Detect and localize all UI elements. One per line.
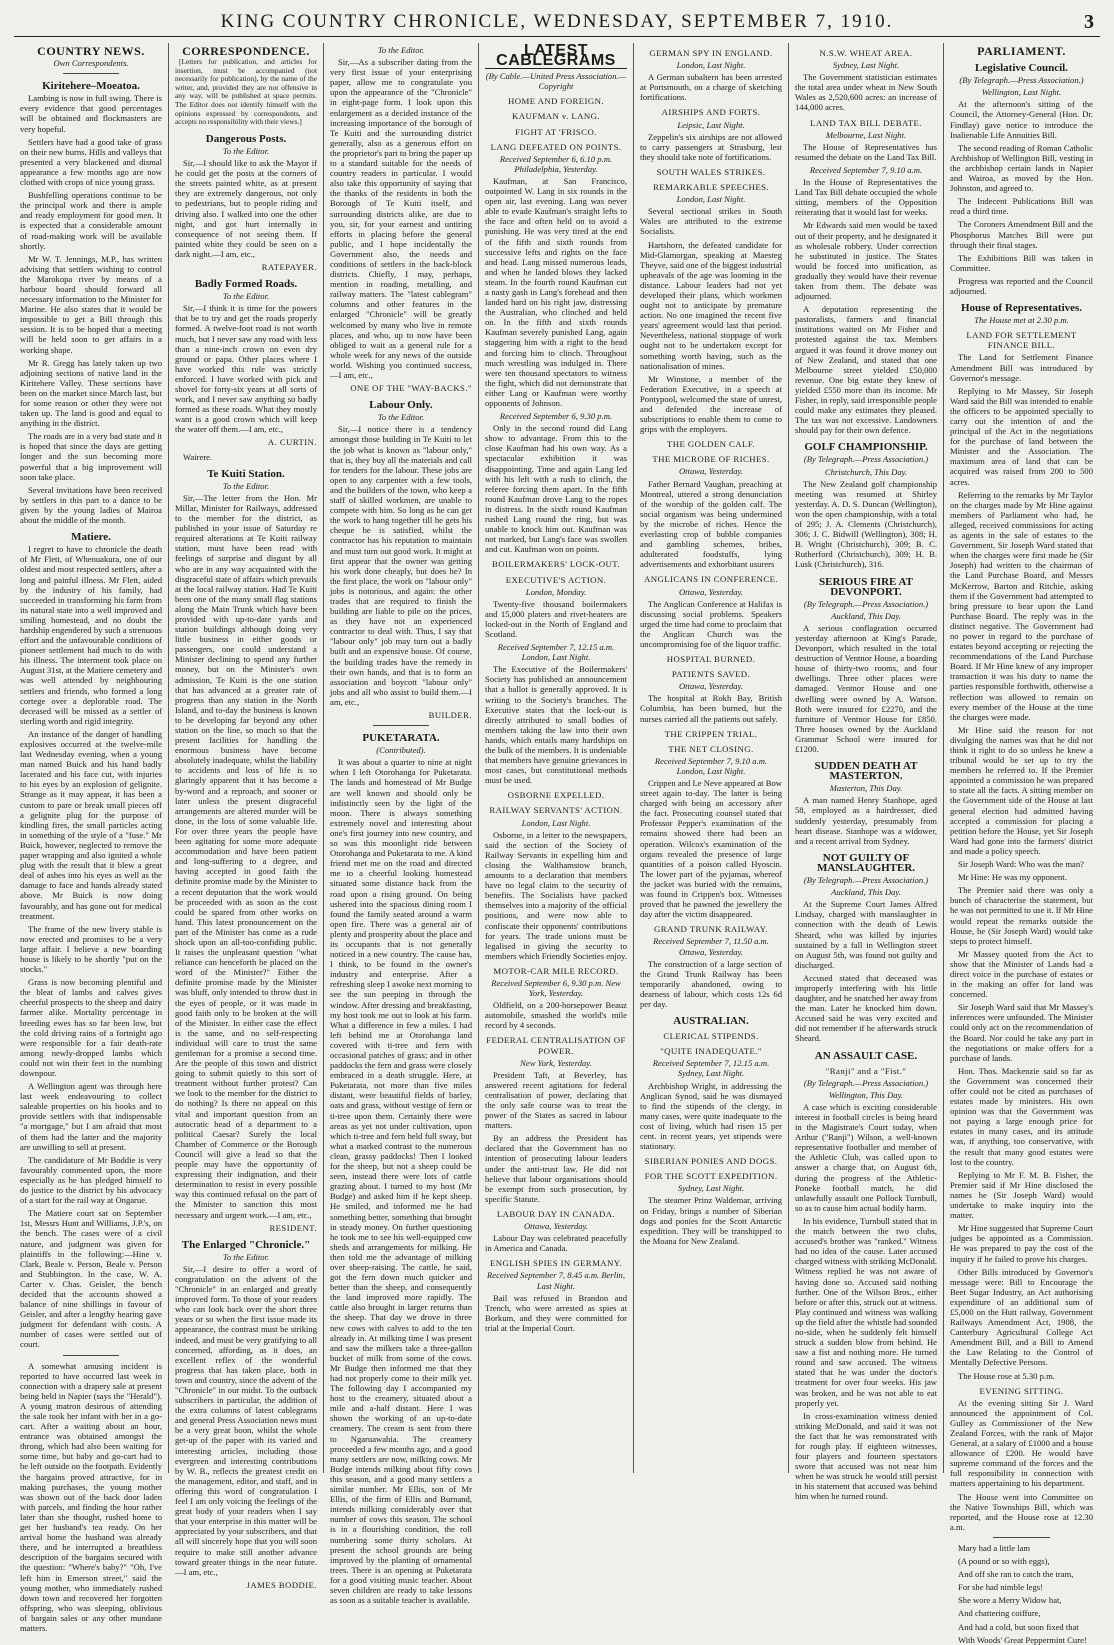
paragraph: The Exhibitions Bill was taken in Committee. [950,252,1093,273]
subheading: PATIENTS SAVED. [671,669,751,680]
paragraph: The roads are in a very bad state and it is hoped that since the days are getting longer and the sun becoming more powerful that a big improvement will soon take place. [20,431,162,482]
subheading: LABOUR DAY IN CANADA. [496,1208,616,1219]
subheading: LANG DEFEATED ON POINTS. [490,141,622,152]
letter-body: Sir,—The letter from the Hon. Mr Millar, Minister for Railways, addressed to the member for the district, as published in your issue of Saturday re required alterations at Te Kuiti railway station, must have been read with feelings of surprise and disgust by all who are in any way acquainted with the disgraceful state of affairs which prevails at the local railway station. Had Te Kuiti been one of the many small flag stations along the Main Trunk which have been provided with up-to-date yards and station buildings although doing very little business in either goods or passengers, one could understand a Minister declining to spend any further money, but on the Minister's own admission, Te Kuiti is the one station that has advanced at a greater rate of progress than any station in the North Island, and to-day the business is known to be developing far beyond any other station on the line, so much so that the present facilities for handling the enormous business have become absolutely inadequate, whilst the liability to accidents and loss of life is so glaringly apparent that it has become a by-word and a reproach, and sooner or later unless the present disgraceful arrangements are altered murder will be done, in the loss of some valuable life. For over three years the people have been agitating for some more adequate accommodation and have been patient and long-suffering to a degree, and having accepted in good faith the definite promise made by the Minister to a recent deputation that the work would be proceeded with as soon as the cost could be spared from other works on hand. This latest pronouncement on the part of the Minister has come as a rude shock upon an all-too-confiding public. It raises the unpleasant question "what reliance can henceforth be placed on the word of the Minister?" Either the definite promise made by the Minister was bluff, only intended to throw dust in the eyes of people, or it was made in good faith only to be broken at the will of the Minister. In either case the effect is the same, and no self-respecting individual will care to trust the same gentleman for a promise a second time. Are the people of this town and district going to submit quietly to this sort of treatment without further protest? Can we look to the member for the district to do nothing? Is there no appeal on this vital and important question from an autocratic head of a department to a political Caesar? Surely the local Chamber of Commerce or the Borough Council will give a lead so that the people may have the opportunity of expressing their indignation, and their determination to resist in every possible way this continued refusal on the part of the Minister to sanction this most necessary and urgent work.—I am, etc., [175,492,317,1220]
paragraph: At the Supreme Court James Alfred Lindsay, charged with manslaughter in connection with the death of Lewis Sheard, who was killed by injuries sustained by a fall in Wellington street on August 5th, was found not guilty and discharged. [795,899,937,970]
divider [373,725,430,726]
paragraph: Archbishop Wright, in addressing the Anglican Synod, said he was dismayed to find the stipends of the clergy, in many cases, were quite inadequate to the cost of living, which had risen 15 per cent. in recent years, yet stipends were stationary. [640,1080,782,1152]
article-heading: NOT GUILTY OF MANSLAUGHTER. [816,851,916,874]
paragraph: Several invitations have been received by settlers in this part to a dance to be given by the young ladies of Mairoa about the middle of the month. [20,484,162,526]
masthead-title: KING COUNTRY CHRONICLE, WEDNESDAY, SEPTEMBER 7, 1910. [220,11,894,32]
letter-body: Sir,—I think it is time for the powers that be to try and get the roads properly formed. A twelve-foot road is not worth much, but I never saw any road with less than a nine-inch crown on even dry ground or papa. Other places where I have worked this rule was strictly enforced. I have worked with pick and shovel for forty-six years at all sorts of work, and I never saw anything so badly formed as these roads. What they mostly want is a good crown which will keep the water off them.—I am, etc., [175,303,317,435]
divider [63,1355,120,1356]
verse-line: With Woods' Great Peppermint Cure! [958,1634,1087,1645]
subheading: THE GOLDEN CALF. [666,439,756,450]
signature-place: Wairere. [183,451,213,462]
dateline: Auckland, This Day. [831,887,901,898]
paragraph: A Wellington agent was through here last week endeavouring to collect saleable properties on his books and to provide settlers with that indispensable "a mortgage," but I am afraid that most of them had the latter and the majority are unwilling to sell at present. [20,1081,162,1152]
dateline: Wellington, Last Night. [981,87,1062,98]
paragraph: The construction of a large section of the Grand Trunk Railway has been temporarily abandoned, owing to dearness of labour, which costs 12s 6d per day. [640,958,782,1009]
subheading: FOR THE SCOTT EXPEDITION. [644,1171,778,1182]
paragraph: The Executive of the Boilermakers' Society has published an announcement that a ballot is generally approved. It is writing to the Society's branches. The Executive states that the lock-out is directly attributed to small bodies of members taking the law into their own hands, which entails many hardships on the bulk of the members. It is undeniable that members have genuine grievances in most cases, but constitutional methods must be used. [485,664,627,786]
verse-line: (A pound or so with eggs), [958,1556,1050,1567]
paragraph: Kaufman, at San Francisco, outpointed W. Lang in six rounds in the open air, last evening. Lang was never able to evade Kaufman's straight lefts to the face and often held on to avoid a punishing. He was very tired at the end of the fifth and sixth rounds from successive lefts and rights on the face and head. Lang missed numerous leads, and when he landed blows they lacked steam. In the fourth round Kaufman cut a nasty gash in Lang's forehead and then landed hard on his right jaw, distressing the Australian, who clinched and held on. In the fifth and sixth rounds Kaufman severely punished Lang, again staggering him with a right to the head and forcing him to clinch. Throughout much wrestling was indulged in. There were ten thousand spectators to witness the fight, which did not demonstrate that either Lang or Kaufman were worthy opponents of Johnson. [485,175,627,408]
subheading: "Ranji" and a "Fist." [825,1065,907,1076]
paragraph: The Land for Settlement Finance Amendment Bill was introduced by Governor's message. [950,352,1093,383]
subheading: SIBERIAN PONIES AND DOGS. [644,1156,778,1167]
verse-line: And off she ran to catch the tram, [958,1569,1074,1580]
dateline: Received September 7, 9.10 a.m. London, Last Night. [654,755,768,776]
page-number: 3 [1084,10,1094,33]
subheading: HOSPITAL BURNED. [666,654,756,665]
paragraph: In the House of Representatives the Land Tax Bill debate occupied the whole sitting, members of the Opposition reiterating that it would last for weeks. [795,177,937,218]
salutation: To the Editor. [222,291,270,302]
subheading: KAUFMAN v. LANG. [512,111,600,122]
paragraph: A deputation representing the pastoralists, farmers and financial institutions waited on Mr Fisher and protested against the tax. Members argued it was found it drove money out of New Zealand, and stated that one Melbourne street yielded £50,000 revenue. One big estate they knew of yielded £550 more than its income. Mr Fisher, in reply, said irresponsible people could make any estimates they pleased. The tax was not excessive. Landowners should pay for their own defence. [795,304,937,436]
masthead [14,8,1100,37]
paragraph: Accused stated that deceased was improperly interfering with his little daughter, and he snatched her away from the man. Later he knocked him down. Accused said he was very excited and did not remember if he afterwards struck Sheard. [795,972,937,1044]
paragraph: Osborne, in a letter to the newspapers, said the section of the Society of Railway Servants in expelling him and closing the Walthamstow branch, amounts to a declaration that members have no legal claim to the security of benefits. The Socialists have packed themselves into a majority of the official positions, and were now able to confiscate their opponents' contributions for years. The trade unions must be legalised in giving the security to members which Friendly Societies enjoy. [485,829,627,961]
paragraph: By an address the President has declared that the Government has no intention of prosecuting labour leaders under the anti-trust law. He did not believe that labour organisations should be exempt from such prosecution, by specific Statute. [485,1133,627,1204]
paragraph: Mr W. T. Jennings, M.P., has written advising that settlers wishing to control the Marokopa river by means of a harbour board should forward all necessary information to the Minister for Marine. He also states that it would be impossible to get a Bill through this session. It is to be hoped that a meeting will be held soon to get affairs in a working shape. [20,253,162,355]
paragraph: In his evidence, Turnbull stated that in the match between the two clubs, accused's brother was "ranked." Witness had no idea of the cause. Later accused charged witness with striking McDonald. Witness replied he was not aware of having done so. Accused said nothing further. One of the Wilson Bros., either before or after this, struck out at witness. Play continued and witness was walking up the field after the whistle had sounded no-side, when he suddenly felt himself struck a sudden blow from behind. He saw a fist and nothing more. He turned round and saw accused. The witness stated that he was under the doctor's treatment for over four weeks. His jaw was broken, and he was not able to eat properly yet. [795,1215,937,1408]
paragraph: Replying to Mr Massey, Sir Joseph Ward said the Bill was intended to enable the officers to be appointed specially to carry out the intention of and the principal of the Act in the negotiations for the purchase of land between the Minister and the Association. The maximum area of land that can be acquired was raised from 200 to 500 acres. [950,385,1093,487]
column-parliament [944,43,1099,1645]
paragraph: Replying to Mr F. M. B. Fisher, the Premier said if Mr Hine disclosed the names he (Sir Joseph Ward) would undertake to make inquiry into the matter. [950,1169,1093,1221]
signature: RESIDENT. [269,1222,317,1233]
paragraph: Mr Hine said the reason for not divulging the names was that he did not think it right to do so unless he knew a tribunal would be set up to try the members he referred to. If the Premier appointed a commission he was prepared to state all the facts. A sitting member on the Government side of the House at last general election had admitted having accepted a commission for placing a petition before the House, yet Sir Joseph Ward had gone into the farmers' district and made a policy speech. [950,724,1093,856]
verse-line: And chattering coiffure, [958,1608,1041,1619]
verse-line: Mary had a little lam [958,1542,1031,1553]
paragraph: Twenty-five thousand boilermakers and 15,000 platers and rivet-heaters are locked-out in the North of England and Scotland. [485,598,627,639]
paragraph: Other Bills introduced by Governor's message were: Bill to Encourage the Beet Sugar Industry, an Act authorising expenditure of an additional sum of £5,000 on the Hutt railway, Government Railways Amendment Act, 1908, the Canterbury Agricultural College Act Amendment Bill, and a Bill to Amend the Law Relating to the Control of Mentally Defective Persons. [950,1266,1093,1368]
paragraph: Mr Winstone, a member of the Federation Executive, in a speech at Pontypool, welcomed the state of unrest, and defended the increase of subscriptions to enable them to come to grips with the employers. [640,373,782,435]
dateline: Received September 6, 6.10 p.m. Philadelphia, Yesterday. [499,153,613,174]
subheading: RAILWAY SERVANTS' ACTION. [489,805,623,816]
article-heading: SERIOUS FIRE AT DEVONPORT. [819,575,913,598]
paragraph: Sir Joseph Ward said that Mr Massey's inferences were unfounded. The Minister could only act on the recommendation of the Board. Nor could he take any part in the negotiations or make offers for a purchase of lands. [950,1002,1093,1063]
salutation: To the Editor. [222,480,270,491]
dateline: Ottawa, Yesterday. [523,1221,589,1232]
verse-line: And had a cold, but soon fixed that [958,1621,1079,1632]
salutation: To the Editor. [222,145,270,156]
dateline: Masterton, This Day. [829,783,903,794]
paragraph: At the evening sitting Sir J. Ward announced the appointment of Col. Gulley as Commissioner of the New Zealand Forces, with the rank of Major General, at a salary of £1000 and a house allowance of £200. He would have supreme command of the forces and the full responsibility in connection with matters appertaining to his department. [950,1397,1093,1489]
paragraph: The Government statistician estimates the total area under wheat in New South Wales as 2,520,600 acres: an increase of 144,000 acres. [795,72,937,113]
byline: Own Correspondents. [53,58,129,69]
column-grid [14,42,1100,1645]
dateline: Sydney, Last Night. [832,60,900,71]
signature: BUILDER. [428,710,472,720]
signature: A. CURTIN. [267,437,317,448]
divider [993,1537,1050,1538]
subheading: THE MICROBE OF RICHES. [652,454,770,465]
article-heading: SUDDEN DEATH AT MASTERTON. [814,760,918,783]
dateline: Received September 7, 12.15 a.m. Sydney, Last Night. [652,1058,770,1079]
paragraph: Lambing is now in full swing. There is every evidence that good percentages will be obtained and flockmasters are very hopeful. [20,93,162,134]
subheading: CLERICAL STIPENDS. [663,1031,759,1042]
paragraph: A man named Henry Stanhope, aged 58, employed as a hairdresser, died suddenly yesterday, presumably from heart disease. Stanhope was a widower, and a recent arrival from Sydney. [795,795,937,846]
article-heading: Matiere. [71,531,111,544]
section-heading: COUNTRY NEWS. [37,44,145,58]
dateline: Received September 7, 12.15 a.m. London, Last Night. [497,642,615,663]
paragraph: Bushfelling operations continue to be the principal work and there is ample and ready employment for good men. It is expected that a considerable amount of road-making work will be available shortly. [20,190,162,251]
dateline: London, Last Night. [676,60,746,71]
byline: (Contributed). [376,745,426,756]
paragraph: A serious conflagration occurred yesterday afternoon at King's Parade, Devonport, which resulted in the total destruction of Ventnor House, a boarding house of thirty-two rooms, and four dwellings. Three other places were damaged. Ventnor House and one dwelling were owned by A. Watson. Both were insured for £2270, and the furniture of Ventnor House for £850. Three houses owned by the Auckland Grammar School were insured for £1200. [795,622,937,754]
paragraph: Referring to the remarks by Mr Taylor on the charges made by Mr Hine against members of Parliament who had, he alleged, received commissions for acting as agents in the sale of estates to the Government, Sir Joseph Ward stated that when the charges were first made he (Sir Joseph) had written to the chairman of the Land Purchase Board, and Messrs McKerrow, Barton and Ritchie, asking them if the Government had attempted to bring pressure to bear upon the Land Purchase Board. The reply was in the distinct negative. The Government had no power in regard to the purchase of estates beyond accepting or rejecting the recommendations of the Land Purchase Board. If Mr Hine knew of any improper transaction it was his duty to name the parties responsible forthwith, otherwise a reflection was allowed to remain on every member of the House at the time the charges were made. [950,489,1093,722]
verse-line: For she had nimble legs! [958,1582,1043,1593]
letter-heading: The Enlarged "Chronicle." [181,1238,311,1251]
letter-heading: Te Kuiti Station. [207,467,285,480]
paragraph: The steamer Prinz Waldemar, arriving on Friday, brings a number of Siberian dogs and ponies for the Scott Antarctic expedition. They will be transhipped to the Moana for New Zealand. [640,1195,782,1246]
letter-heading: Badly Formed Roads. [194,278,298,291]
paragraph: The hospital at Rokh Bay, British Columbia, has been burned, but the nurses carried all the patients out safely. [640,693,782,724]
letter-body: Sir,—As a subscriber dating from the very first issue of your enterprising paper, allow me to congratulate you upon the appearance of the "Chronicle" in eight-page form. I look upon this enlargement as a decided instance of the increasing importance of the borough of Te Kuiti and the surrounding district generally, also as a generous effort on the proprietor's part to bring the paper up to a standard suitable for the needs of country readers in particular. I would also take this opportunity of saying that the thanks of the residents in both the Borough of Te Kuiti itself, and surrounding districts alike, are due to you, sir, for your earnest and untiring efforts in placing before the general public, and I hope incidentally the Government also, the needs and conditions of settlers in the back-block districts. Chiefly, I may, perhaps, mention in roading, metalling, and railway matters. The "latest cablegram" columns and other features in the enlarged "Chronicle" will be greatly welcomed by many who live in remote places, and who, up to now have been obliged to wait as a general rule for a whole week for any news of the outside world. Wishing you continued success,—I am, etc., [330,57,472,380]
article-heading: House of Representatives. [960,302,1083,315]
paragraph: Labour Day was celebrated peacefully in America and Canada. [485,1233,627,1254]
paragraph: The candidature of Mr Boddie is very favourably commented upon, the more especially as he has pledged himself to do justice to the district by his advocacy of a start for the rail way at Ongarue. [20,1154,162,1206]
byline: (By Telegraph.—Press Association.) [803,1077,929,1088]
column-cablegrams-continued [634,43,789,1473]
section-heading: LATEST CABLEGRAMS [485,46,627,69]
subheading: EVENING SITTING. [979,1385,1064,1396]
paragraph: Mr Hine: He was my opponent. [958,872,1067,883]
section-heading: AUSTRALIAN. [673,1015,749,1028]
dateline: Wellington, This Day. [828,1089,904,1100]
salutation: To the Editor. [377,45,425,55]
paragraph: The Matiere court sat on September 1st, Messrs Hunt and Williams, J.P.'s, on the bench. The cases were of a civil nature, and judgment was given for plaintiffs in the following:—Hine v. Clark, Beale v. Person, Beale v. Person and Stubbington. In the case, W. A. Carter v. Chas. Geisler, the bench decided that the accounts showed a balance of nine shillings in favour of Geisler, and after a lengthy hearing gave judgment for defendant with costs. A number of cases were settled out of court. [20,1208,162,1350]
subheading: ENGLISH SPIES IN GERMANY. [489,1258,623,1269]
dateline: Auckland, This Day. [831,610,901,621]
paragraph: Oldfield, on a 200-horsepower Beauz automobile, smashed the world's mile record by 4 seconds. [485,1000,627,1031]
paragraph: The Anglican Conference at Halifax is discussing social problems. Speakers urged the time had come to proclaim that the Anglican Church was the uncompromising foe of the liquor traffic. [640,598,782,649]
dateline: Received September 7, 11.50 a.m. Ottawa, Yesterday. [653,936,769,957]
subheading: LAND TAX BILL DEBATE. [810,117,922,128]
section-heading: PARLIAMENT. [977,44,1066,58]
salutation: To the Editor. [377,412,425,423]
subheading: MOTOR-CAR MILE RECORD. [493,965,619,976]
byline: (By Cable.—United Press Association.—Copyright [485,71,627,92]
paragraph: Father Bernard Vaughan, preaching at Montreal, uttered a strong denunciation of the worship of the golden calf. The social organism was being undermined by the microbe of riches. Hence the everlasting crop of bubble companies and gambling schemes, bribes, adulterated foodstuffs, lying advertisements and exhorbitant usurers [640,478,782,570]
subheading: REMARKABLE SPEECHES. [652,182,770,193]
paragraph: Mr Hine suggested that Supreme Court judges be appointed as a Commission. He was prepared to pay the cost of the inquiry if he failed to prove his charges. [950,1223,1093,1264]
divider [63,73,120,74]
paragraph: Progress was reported and the Council adjourned. [950,275,1093,296]
column-correspondence [169,43,324,1590]
paragraph: Hartshorn, the defeated candidate for Mid-Glamorgan, speaking at Maesteg Theyve, said one of the biggest industrial upheavals of the age was looming in the distance. Labour leaders had not yet developed their plans, which workmen ought not to anticipate by premature action. No one imagined the recent five years' agreement would last that period. Nevertheless, national stoppage of work ought not to be undertaken except for something worth having, such as the nationalisation of mines. [640,239,783,371]
subheading: FIGHT AT 'FRISCO. [515,126,597,137]
paragraph: The New Zealand golf championship meeting was resumed at Shirley yesterday. A. D. S. Duncan (Wellington), won the open championship, with a total of 295; J. A. Clements (Christchurch), 306; J. C. Bidwill (Wellington), 308; H. B. Wright (Christchurch), 309; B. C. Rutherford (Christchurch), 309; H. B. Lusk (Christchurch), 316. [795,478,937,570]
subheading: THE NET CLOSING. [668,743,754,754]
newspaper-page [14,8,1100,1645]
byline: (By Telegraph.—Press Association.) [803,875,929,886]
paragraph: Settlers have had a good take of grass on their new burns. Hills and valleys that presented a very blackened and dismal appearance a few months ago are now clothed with crops of nice young grass. [20,136,162,188]
paragraph: I regret to have to chronicle the death of Mr Flett, of Whenuakura, one of our oldest and most respected settlers, after a long and painful illness. Mr Flett, aided by the industry of his family, had succeeded in transforming his farm from its natural state into a well improved and smiling homestead, and no doubt the hardship engendered by such a strenuous effort and the unfavourable conditions of pioneer settlement had much to do with his illness. The interment took place on August 31st, at the Matiere cemetery and was well attended by neighbouring settlers and friends, who formed a long cortege over a deplorable road. The deceased will be missed as a settler of sterling worth and rigid integrity. [20,544,162,726]
byline: (By Telegraph.—Press Association.) [803,454,929,465]
dateline: Melbourne, Last Night. [825,129,907,140]
byline: (By Telegraph.—Press Association.) [803,598,929,609]
subheading: HOME AND FOREIGN. [508,96,604,107]
article-heading: Kiritehere–Moeatoa. [42,80,140,93]
dateline: Received September 6, 9.30 p.m. New York, Yesterday. [491,977,621,999]
subheading: LAND FOR SETTLEMENT FINANCE BILL. [966,330,1077,351]
subheading: BOILERMAKERS' LOCK-OUT. [492,559,620,570]
subheading: GRAND TRUNK RAILWAY. [654,924,768,935]
dateline: Ottawa, Yesterday. [678,586,744,597]
paragraph: President Taft, at Beverley, has answered recent agitations for federal centralisation of power, declaring that the only safe course was to treat the power of the States as sacred in labour matters. [485,1069,627,1131]
column-country-news [14,43,169,1633]
editorial-note: [Letters for publication, and articles for insertion, must be accompanied (not necessarily for publication), by the name of the writer, and, provided they are not offensive in any way, will be published at space permits. The Editor does not identify himself with the opinions expressed by correspondents, and accepts no responsibility with their views.] [175,57,317,127]
paragraph: The frame of the new livery stable is now erected and promises to be a very large affair. I believe a new boarding house is likely to be shortly "put on the stocks." [20,923,162,975]
paragraph: The House rose at 5.30 p.m. [958,1370,1055,1381]
paragraph: In cross-examination witness denied striking McDonald, and said it was not the fact that he was remonstrated with for rough play. If eighteen witnesses, four players and fourteen spectators swore that accused was not near him when he was struck he would still persist in his statement that accused was behind him when he turned round. [795,1410,937,1502]
paragraph: An instance of the danger of handling explosives occurred at the twelve-mile last Wednesday evening, when a young man named Buick and his hand badly lacerated and his face cut, with injuries to his eyes by an explosion of gelignite. Strange as it may appear, it has been a custom to pare or break small pieces off a gelignite plug for the purpose of kindling fires, the small particles acting in something of the style of a "fuse." Mr Buick, however, neglected to remove the paper wrapping and also ignited a whole plug with the result that it blew a great deal of ashes into his eyes as well as the damage to face and hands already stated above. Mr Buick is now doing favourably, and has gone out for medical treatment. [20,728,162,921]
subheading: EXECUTIVE'S ACTION. [505,574,607,585]
dateline: The House met at 2.30 p.m. [974,315,1069,326]
dateline: New York, Yesterday. [520,1057,592,1068]
paragraph: A case which is exciting considerable interest in football circles is being heard in the Magistrate's Court today, when Arthur ("Ranji") Wilson, a well-known representative footballer and member of the Athletic Club, was called upon to answer a charge that, on August 6th, during the progress of the Athletic-Poneke football match, he did unlawfully assault one Pollock Turnbull, so as to cause him actual bodily harm. [795,1101,937,1213]
section-heading: CORRESPONDENCE. [182,44,310,58]
paragraph: Only in the second round did Lang show to advantage. From this to the close Kaufman had his own way. As a spectacular exhibition it was disappointing. Time and again Lang led with his left with a rush to clinch, the referee forcing them apart. In the fifth round Kaufman drove Lang to the ropes in distress. In the sixth round Kaufman rushed Lang round the ring, but was unable to knock him out. Kaufman was not marked, but Lang's face was swollen and cut. Kaufman won on points. [485,423,627,555]
subheading: AIRSHIPS AND FORTS. [661,107,761,118]
paragraph: The House of Representatives has resumed the debate on the Land Tax Bill. [795,141,937,162]
subheading: SOUTH WALES STRIKES. [656,166,766,177]
dateline: London, Monday. [525,586,587,597]
dateline: Received September 7, 9.10 a.m. [809,164,923,175]
paragraph: Crippen and Le Neve appeared at Bow street again to-day. The latter is being charged with being an accessory after the fact. Prosecuting counsel stated that Professor Pepper's examination of the remains showed there had been an operation. Wilcox's examination of the organs revealed the presence of large quantities of a poison called Hyoscin. The lower part of the pyjamas, whereof the jacket was buried with the remains, was found in Crippen's box. Witnesses proved that he pawned the jewellery the day after the victim disappeared. [640,778,782,920]
subheading: THE CRIPPEN TRIAL. [664,728,758,739]
paragraph: Sir Joseph Ward: Who was the man? [958,859,1084,870]
signature: JAMES BODDIE. [246,1579,317,1590]
verse-line: She wore a Merry Widow hat, [958,1595,1062,1606]
subheading: N.S.W. WHEAT AREA. [819,48,913,58]
dateline: Leipsic, Last Night. [677,119,745,130]
column-telegraph-news [789,43,944,1502]
dateline: Received September 6, 9.30 p.m. [499,411,613,422]
article-heading: AN ASSAULT CASE. [814,1049,918,1062]
dateline: Ottawa, Yesterday. [678,466,744,477]
subheading: "QUITE INADEQUATE." [660,1046,762,1057]
signature: ONE OF THE "WAY-BACKS." [350,383,472,394]
signature: RATEPAYER. [261,261,317,272]
paragraph: Grass is now becoming plentiful and the bleat of lambs and calves gives cheerful prospects to the sheep and dairy farmer alike. Mortality percentage in breeding ewes has so far been low, but the cold driving rains of a fortnight ago were responsible for a fair death-rate among newly-dropped lambs which could not win their feet in the numbing downpour. [20,977,162,1078]
dateline: Ottawa, Yesterday. [678,681,744,692]
paragraph: Mr R. Gregg has lately taken up two adjoining sections of native land in the Kiritehere Valley. These sections have been on the market since March last, but for some reason or other they were not taken up. The land is good and equal to anything in the district. [20,357,162,429]
dateline: Received September 7, 8.45 a.m. Berlin, Last Night. [487,1270,625,1291]
dateline: London, Last Night. [676,194,746,205]
letter-body: Sir,—I notice there is a tendency amongst those building in Te Kuiti to let the job what is known as "labour only," that is, they buy all the materials and call for tenders for the labour. These jobs are open to any carpenter with a few tools, and the builders of the town, who keep a staff of skilled workmen, are unable to compete with him. So long as he can get the work to hang together till he gets his cheque he is satisfied, whilst the contractor has his reputation to maintain and must turn out good work. It might at first appear that the owner was getting his work done cheaply, but does he? In the first place, the work on "labour only" jobs is notorious, and again: the other trades that are required to finish the building are liable to pile on the prices, as they have not an experienced contractor to deal with. Thus, I say that "labour only" job may turn out a badly built and an expensive house. Of course, the building trades have the remedy in their own hands, and that is to form an association and boycott "labour only" jobs and all who assist to build them.—I am, etc., [330,424,472,707]
paragraph: Several sectional strikes in South Wales are attributed to the extreme Socialists. [640,206,782,237]
subheading: GERMAN SPY IN ENGLAND. [649,48,773,58]
paragraph: Bail was refused in Brandon and Trench, who were arrested as spies at Borkum, and they were committed for trial at the Imperial Court. [485,1292,627,1333]
article-heading: PUKETARATA. [362,732,440,745]
paragraph: The Indecent Publications Bill was read a third time. [950,196,1093,217]
paragraph: The Coroners Amendment Bill and the Phosphorus Matches Bill were put through their final stages. [950,219,1093,250]
dateline: Christchurch, This Day. [824,466,908,477]
paragraph: Hon. Thos. Mackenzie said so far as the Government was concerned their offer could not be cited as purchases of estates made by ministers. His own opinion was that the Government was not paying a large enough price for estates in many cases, and its attitude was, if anything, too conservative, with the result that many good estates were lost to the country. [950,1065,1093,1167]
letter-heading: Labour Only. [369,399,433,412]
paragraph: The second reading of Roman Catholic Archbishop of Wellington Bill, vesting in the archbishop certain lands in Napier and Wairoa, as moved by the Hon. Johnston, and agreed to. [950,142,1093,194]
paragraph: The House went into Committee on the Native Townships Bill, which was reported, and the House rose at 12.30 a.m. [950,1491,1093,1532]
paragraph: The Premier said there was only a bunch of characterise the statement, but he was not permitted to use it. If Mr Hine would repeat the remarks outside the House, he (Sir Joseph Ward) would take steps to protect himself. [950,885,1093,946]
column-letters-puketarata [324,43,479,1606]
subheading: ANGLICANS IN CONFERENCE. [644,574,778,585]
paragraph: Mr Edwards said men would be taxed out of their property, and he designated it as wholesale robbery. Under correction he substituted in justice. The States would be forced into unification, as gradually they would have their revenue taken from them. The debate was adjourned. [795,220,937,302]
salutation: To the Editor. [222,1251,270,1262]
paragraph: At the afternoon's sitting of the Council, the Attorney-General (Hon. Dr. Findlay) gave notice to introduce the Inalienable Life Annuities Bill. [950,99,1093,140]
dateline: Sydney, Last Night. [677,1183,745,1194]
subheading: FEDERAL CENTRALISATION OF POWER. [486,1035,626,1056]
subheading: OSBORNE EXPELLED. [507,790,605,801]
paragraph: A somewhat amusing incident is reported to have occurred last week in connection with a drapery sale at present being held in Napier (says the "Herald"). A young matron desirous of attending the sale took her infant with her in a go-cart. After a waiting about an hour, entrance was obtained amongst the throng, which had also been waiting for some time, but baby and go-cart had to be left outside on the footpath. Evidently the bargains proved attractive, for in making purchases, the young mother was shown out of the back door laden with parcels, and finding the hour rather later than she thought, rushed home to get her husband's tea ready. On her arrival home the husband was already there, and he interrupted a breathless description of the bargains secured with the question: "Where's baby?" "Oh, I've left him in Emerson street," said the young mother, who immediately rushed down town and recovered her forgotten offspring, who was sleeping, oblivious of bargain sales or any other mundane matters. [20,1360,162,1633]
paragraph: Zeppelin's six airships are not allowed to carry passengers at Strasburg, lest they should take note of fortifications. [640,131,782,162]
paragraph: It was about a quarter to nine at night when I left Otorohanga for Puketarata. The lands and homestead of Mr Budge are well known and should only be indistinctly seen by the light of the moon. There is always something extremely novel and interesting about one's first journey into new country, and so was this moonlight ride between Otorohanga and Puketarata to me. A kind friend met me on the road and directed me to a cheerful looking homestead situated some distance back from the road upon a rising ground. On being ushered into the spacious dining room I found the family seated around a warm open fire. There was a general air of plenty and prosperity about the place and its occupants that is not generally noticed in a new country. The cause has, I think, to be found in the owner's industry and enterprise. After a refreshing sleep I awoke next morning to see the sun peeping in through the window. After dressing and breakfasting, my host took me out to look at his farm. What a difference in few a miles. I had left behind me at Otorohanga land covered with ti-tree and fern with occasional patches of grass; and in other paddocks the fern and grass were closely embraced in a death struggle. Here, at Puketarata, not more than five miles distant, were beautiful fields of barley, oats and grass, without vestige of fern or ti-tree upon them. Certainly there were areas as yet not under cultivation, upon which ti-tree and fern held full sway, but what a marked contrast to the numerous clean, grassy paddocks! Then I looked for the sheep, but not a sheep could be seen, instead there were lots of cattle grazing about. I turned to my host (Mr Budge) and asked him if he kept sheep. He smiled, and informed me he had something better, something that brought in steady money. On further questioning he took me to see his well-equipped cow sheds and arrangements for milking. He then told me the advantage of milking over sheep-raising. The cattle, he said, got the fern down much quicker and better than the sheep, and consequently the land improved more rapidly. The cattle also brought in larger returns than the sheep. That day we drove in three new cows with calves to add to the ten already in. At milking time I was present and saw the milkers take a three-gallon bucket of milk from some of the cows. Mr Budge then informed me that they had not properly come to their milk yet. The following day I accompanied my host to the creamery, situated about a mile and a-half distant. Here I was shown the working of an up-to-date creamery. The cream is sent from there to Ngaruawahia. The creamery proceeded a few months ago, and a good many settlers are now, milking cows. Mr Budge intends milking about fifty cows this season, and a good many settlers a similar number. Mr Ellis, son of Mr Ellis, of the firm of Ellis and Burnand, intends milking considerably over that number of cows this season. The school is in a flourishing condition, the roll numbering some thirty scholars. At present the school grounds are being improved by the planting of ornamental trees. There is an opening at Puketarata for a good visiting music teacher. About seven children are ready to take lessons as soon as a suitable teacher is available. [330,757,473,1606]
column-latest-cablegrams [479,43,634,1473]
byline: (By Telegraph.—Press Association.) [959,75,1084,86]
article-heading: GOLF CHAMPIONSHIP. [804,441,928,454]
letter-heading: Dangerous Posts. [205,132,287,145]
article-heading: Legislative Council. [975,62,1068,75]
letter-body: Sir,—I should like to ask the Mayor if he could get the posts at the corners of the streets painted white, as at present they are extremely dangerous, not only to pedestrians, but to people riding and driving also. I walked into one the other night, and got hurt internally in consequence of not seeing them. If painted white they could be seen on a dark night.—I am, etc., [175,158,317,259]
paragraph: A German subaltern has been arrested at Portsmouth, on a charge of sketching fortifications. [640,72,782,103]
dateline: London, Last Night. [521,817,591,828]
letter-body: Sir,—I desire to offer a word of congratulation on the advent of the "Chronicle" in an enlarged and greatly improved form. To those of your readers who can look back over the short three years or so when the first issue made its appearance, the contrast must be striking indeed, and must be very gratifying to all concerned, affording, as it does, an excellent reflex of the wonderful progress that has taken place, both in town and country, since the advent of the "Chronicle" in our midst. To the outback subscribers in particular, the addition of the extra columns of latest cablegrams and general Press Association news must be a very great boon, whilst the whole get-up of the paper with its varied and interesting articles, including those evergreen and interesting contributions by W. B., reflects the greatest credit on the management, editor, and staff, and in offering this word of congratulation I feel I am only voicing the feelings of the great body of your readers when I say that your enterprise in this matter will be appreciated by your subscribers, and that all will sincerely hope that you will soon require to make still another advance toward greater things in the near future.—I am, etc., [175,1263,317,1577]
paragraph: Mr Massey quoted from the Act to show that the Minister of Lands had a direct voice in the purchase of estates or in the making an offer for land was concerned. [950,948,1093,1000]
